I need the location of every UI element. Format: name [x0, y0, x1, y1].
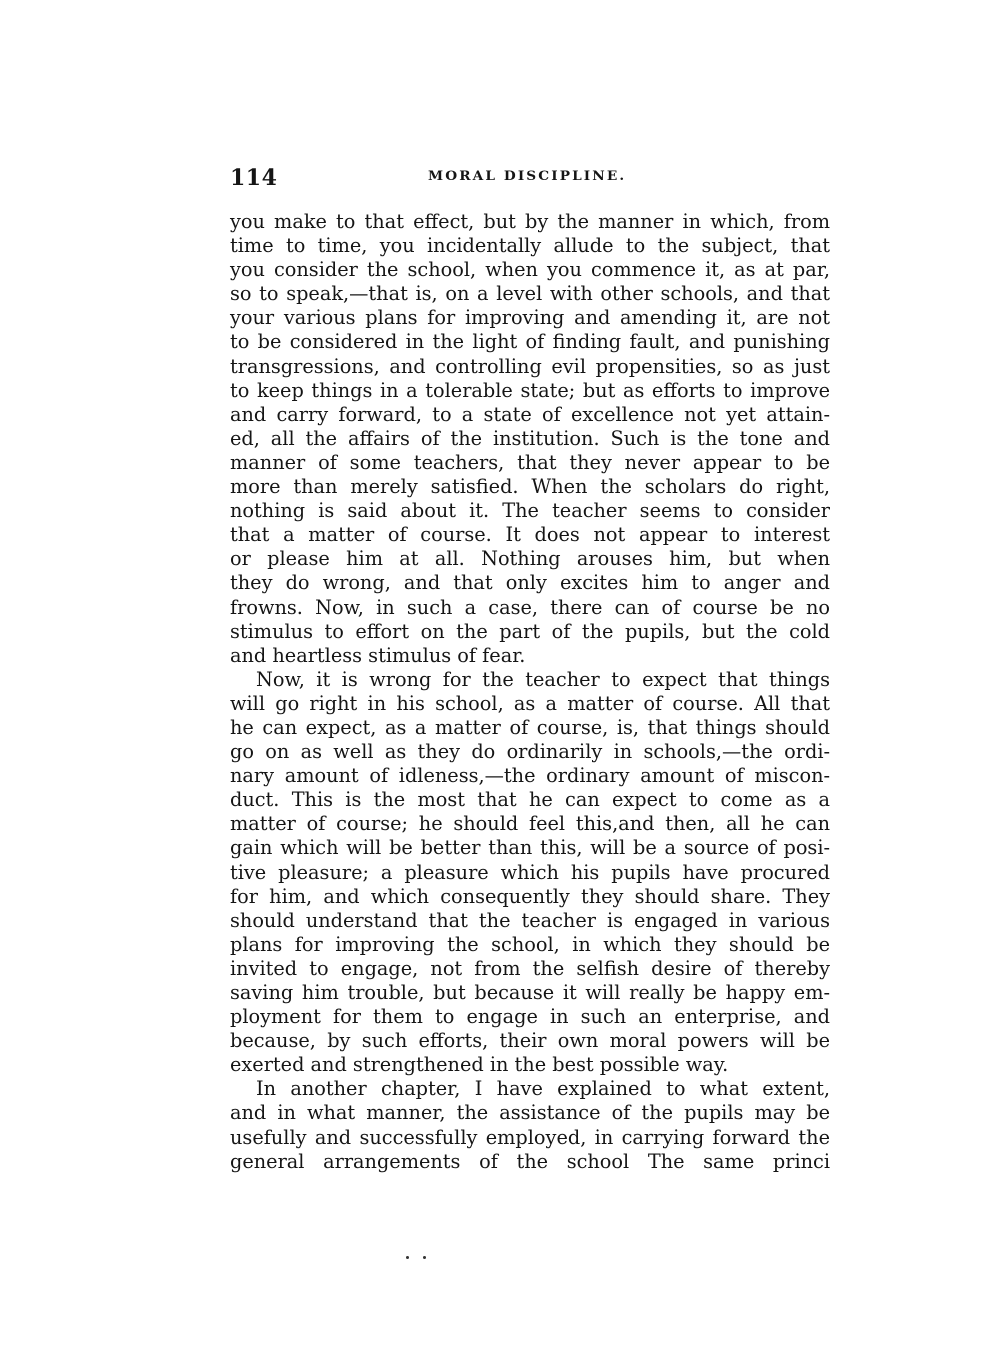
text-line: plans for improving the school, in which they should be — [230, 932, 830, 956]
text-line: nary amount of idleness,—the ordinary amount of miscon- — [230, 764, 830, 788]
text-line: frowns. Now, in such a case, there can of course be no — [230, 595, 830, 619]
text-line: he can expect, as a matter of course, is, that things should — [230, 715, 830, 739]
text-line: duct. This is the most that he can expect to come as a — [230, 788, 830, 812]
text-line: more than merely satisfied. When the scholars do right, — [230, 475, 830, 499]
text-line: and carry forward, to a state of excellence not yet attain- — [230, 402, 830, 426]
text-line: nothing is said about it. The teacher seems to consider — [230, 499, 830, 523]
text-line: ployment for them to engage in such an enterprise, and — [230, 1005, 830, 1029]
text-line: tive pleasure; a pleasure which his pupils have procured — [230, 860, 830, 884]
text-line: go on as well as they do ordinarily in schools,—the ordi- — [230, 740, 830, 764]
text-line: will go right in his school, as a matter of course. All that — [230, 691, 830, 715]
text-line: manner of some teachers, that they never appear to be — [230, 450, 830, 474]
body-text — [230, 210, 830, 1174]
text-line: matter of course; he should feel this,and then, all he can — [230, 812, 830, 836]
text-line: saving him trouble, but because it will really be happy em- — [230, 981, 830, 1004]
text-line: or please him at all. Nothing arouses him, but when — [230, 547, 830, 571]
running-title: MORAL DISCIPLINE. — [428, 169, 627, 184]
text-line: they do wrong, and that only excites him to anger and — [230, 571, 830, 595]
text-line: your various plans for improving and amending it, are not — [230, 306, 830, 330]
text-line: transgressions, and controlling evil propensities, so as just — [230, 354, 830, 378]
text-line: stimulus to effort on the part of the pupils, but the cold — [230, 619, 830, 643]
text-line: to be considered in the light of finding fault, and punishing — [230, 330, 830, 354]
text-line: so to speak,—that is, on a level with other schools, and that — [230, 282, 830, 306]
text-line: general arrangements of the school The same princi — [230, 1149, 830, 1173]
paragraph-start-line: Now, it is wrong for the teacher to expect that things — [256, 667, 830, 691]
text-line: ed, all the affairs of the institution. Such is the tone and — [230, 426, 830, 450]
text-line: should understand that the teacher is engaged in various — [230, 908, 830, 932]
text-line: gain which will be better than this, will be a source of posi- — [230, 836, 830, 860]
text-line: you make to that effect, but by the manner in which, from — [230, 210, 830, 233]
paragraph-start-line: In another chapter, I have explained to what extent, — [256, 1077, 830, 1101]
text-line: usefully and successfully employed, in carrying forward the — [230, 1125, 830, 1149]
page-number: 114 — [230, 165, 278, 191]
ink-speck — [406, 1256, 409, 1259]
text-line: exerted and strengthened in the best possible way. — [230, 1053, 729, 1077]
text-line: that a matter of course. It does not appear to interest — [230, 523, 830, 547]
text-line: to keep things in a tolerable state; but as efforts to improve — [230, 378, 830, 402]
text-line: you consider the school, when you commence it, as at par, — [230, 258, 830, 282]
text-line: time to time, you incidentally allude to the subject, that — [230, 234, 830, 258]
ink-speck — [423, 1256, 426, 1259]
text-line: for him, and which consequently they should share. They — [230, 884, 830, 908]
text-line: invited to engage, not from the selfish desire of thereby — [230, 956, 830, 980]
page-header — [230, 165, 830, 191]
text-line: because, by such efforts, their own moral powers will be — [230, 1029, 830, 1053]
text-line: and heartless stimulus of fear. — [230, 643, 526, 667]
text-line: and in what manner, the assistance of the pupils may be — [230, 1101, 830, 1125]
